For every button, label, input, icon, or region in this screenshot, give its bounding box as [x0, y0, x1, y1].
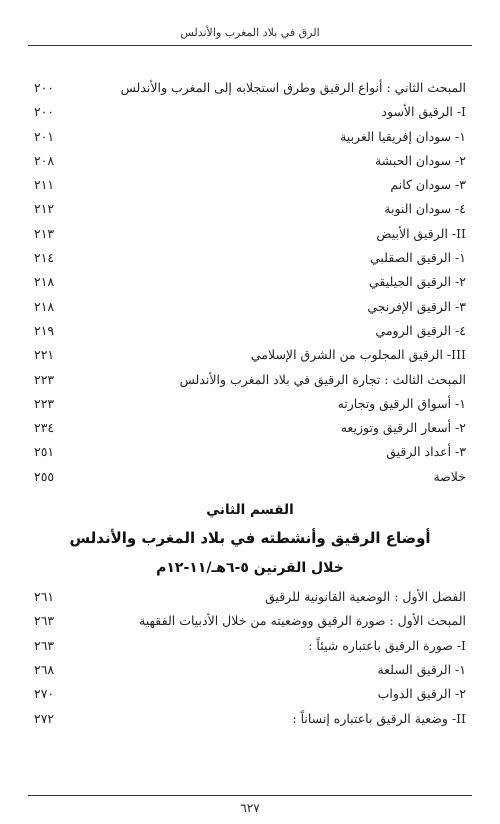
toc-entry: [28, 609, 472, 633]
toc-entry: [28, 319, 472, 343]
toc-entry-page: ٢١٨: [34, 274, 55, 290]
toc-entry: [28, 270, 472, 294]
toc-entry-title: المبحث الثاني : أنواع الرقيق وطرق استجلابه إلى المغرب والأندلس: [120, 80, 466, 95]
section-subtitle: خلال القرنين ٥-٦هـ/١١-١٢م: [156, 560, 344, 577]
toc-part-two: [28, 585, 472, 731]
toc-entry: [28, 343, 472, 367]
toc-entry-page: ٢٦٣: [34, 613, 55, 629]
toc-entry-page: ٢٦٨: [34, 661, 55, 677]
toc-entry: [28, 440, 472, 464]
toc-entry-title: ٤- سودان النوبة: [384, 201, 466, 217]
toc-entry-title: ٢- الرقيق الجيليقي: [368, 274, 466, 290]
toc-entry: [28, 368, 472, 392]
toc-entry-page: ٢١٨: [34, 298, 55, 314]
toc-entry-title: ٢- أسعار الرقيق وتوزيعه: [340, 420, 466, 436]
toc-entry: [28, 392, 472, 416]
header-rule: [28, 45, 472, 46]
toc-entry-title: ٢- سودان الحبشة: [374, 152, 466, 168]
toc-entry-page: ٢٠١: [34, 128, 55, 144]
toc-entry: [28, 634, 472, 658]
toc-entry-page: ٢٥١: [34, 444, 55, 460]
toc-entry-title: II- وضعية الرقيق باعتباره إنساناً :: [292, 710, 466, 726]
toc-entry-title: ١- سودان إفريقيا الغربية: [340, 128, 466, 144]
toc-entry-title: I- الرقيق الأسود: [381, 104, 466, 120]
toc-entry-page: ٢١١: [34, 177, 55, 193]
toc-entry: [28, 173, 472, 197]
toc-entry: [28, 125, 472, 149]
toc-part-one: [28, 76, 472, 489]
toc-entry-page: ٢٣٤: [34, 420, 55, 436]
toc-entry-page: ٢٢١: [34, 347, 55, 363]
toc-entry-page: ٢٧٢: [34, 710, 55, 726]
toc-entry-title: ١- أسواق الرقيق وتجارته: [337, 395, 466, 411]
toc-entry: [28, 149, 472, 173]
toc-entry-title: ٤- الرقيق الرومي: [375, 322, 466, 338]
toc-entry-title: ٢- الرقيق الدواب: [377, 686, 466, 702]
toc-entry: [28, 682, 472, 706]
toc-entry-title: ١- الرقيق السلعة: [377, 661, 466, 677]
toc-entry: [28, 465, 472, 489]
toc-entry: [28, 295, 472, 319]
toc-entry-title: ٣- أعداد الرقيق: [386, 444, 466, 460]
section-title: أوضاع الرقيق وأنشطته في بلاد المغرب والأندلس: [69, 529, 431, 548]
toc-entry-page: ٢٠٠: [34, 80, 55, 95]
page-number: ٦٢٧: [240, 801, 260, 815]
toc-entry-page: ٢٧٠: [34, 686, 55, 702]
toc-entry-title: ١- الرقيق الصقلبي: [369, 250, 466, 266]
toc-entry: [28, 416, 472, 440]
toc-entry: [28, 658, 472, 682]
toc-entry-page: ٢٥٥: [34, 468, 55, 484]
toc-entry-title: I- صورة الرقيق باعتباره شيئاً :: [308, 637, 466, 653]
toc-entry: [28, 100, 472, 124]
toc-entry-title: خلاصة: [433, 468, 466, 484]
toc-entry-page: ٢١٣: [34, 225, 55, 241]
toc-entry-title: المبحث الأول : صورة الرقيق ووضعيته من خلال الأدبيات الفقهية: [139, 613, 466, 629]
toc-entry-page: ٢٠٨: [34, 152, 55, 168]
toc-entry-title: ٣- الرقيق الإفرنجي: [367, 298, 466, 314]
toc-entry-page: ٢١٩: [34, 322, 55, 338]
toc-entry-title: II- الرقيق الأبيض: [376, 225, 466, 241]
toc-entry-title: III- الرقيق المجلوب من الشرق الإسلامي: [250, 347, 466, 363]
toc-entry-page: ٢١٤: [34, 250, 55, 266]
toc-entry: [28, 222, 472, 246]
toc-entry-page: ٢١٢: [34, 201, 55, 217]
toc-entry-title: ٣- سودان كانم: [390, 177, 466, 193]
table-of-contents: [28, 76, 472, 731]
toc-entry: [28, 197, 472, 221]
toc-entry-title: المبحث الثالث : تجارة الرقيق في بلاد المغرب والأندلس: [179, 371, 466, 387]
toc-entry-title: الفصل الأول : الوضعية القانونية للرقيق: [265, 589, 466, 605]
toc-entry-page: ٢٦٣: [34, 637, 55, 653]
toc-entry-page: ٢٦١: [34, 589, 55, 605]
toc-entry: [28, 246, 472, 270]
toc-entry: [28, 76, 472, 100]
toc-entry: [28, 585, 472, 609]
toc-entry: [28, 707, 472, 731]
section-heading: القسم الثاني: [206, 502, 294, 519]
running-header: الرق في بلاد المغرب والأندلس: [180, 26, 320, 39]
toc-entry-page: ٢٠٠: [34, 104, 55, 120]
toc-entry-page: ٢٢٣: [34, 371, 55, 387]
footer-rule: [28, 795, 472, 796]
toc-entry-page: ٢٢٣: [34, 395, 55, 411]
